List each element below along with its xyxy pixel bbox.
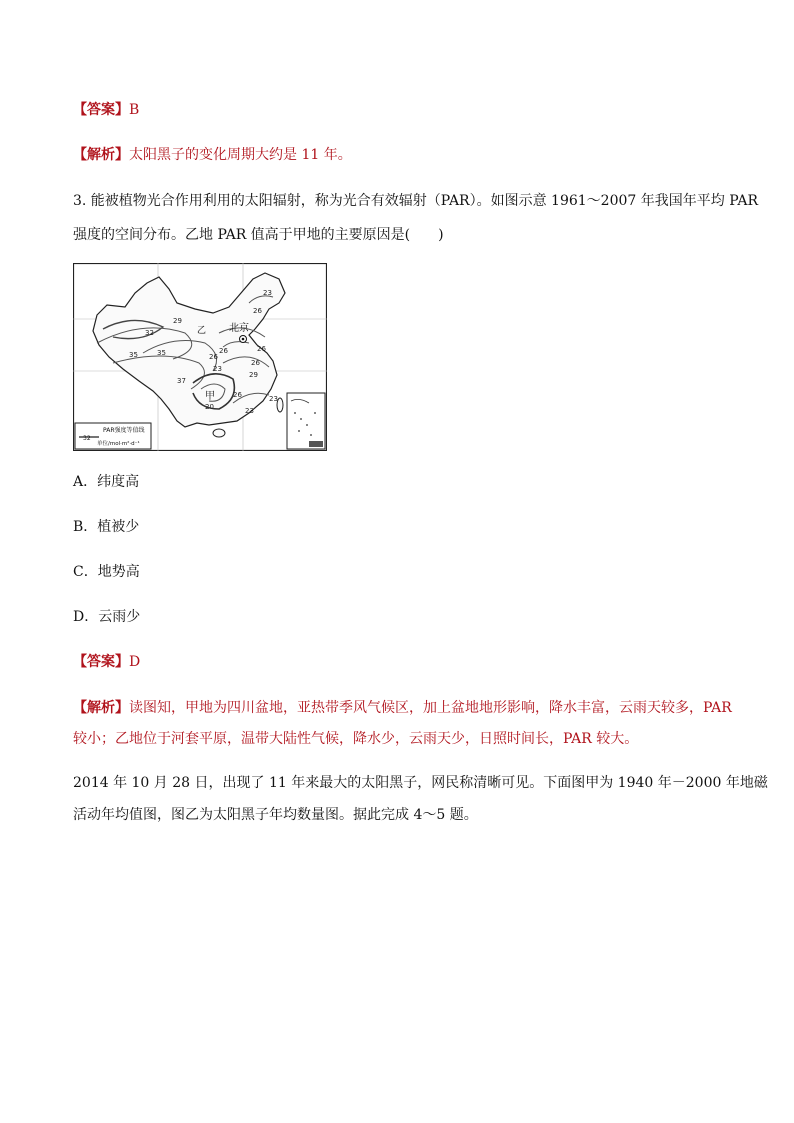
- isoline-label: 26: [253, 307, 262, 315]
- isoline-label: 37: [177, 377, 186, 385]
- option-b[interactable]: [73, 517, 724, 537]
- question-3-line-1: 3. 能被植物光合作用利用的太阳辐射，称为光合有效辐射（PAR）。如图示意 1961～2007 年我国年平均 PAR: [73, 193, 758, 209]
- isoline-label: 29: [173, 317, 182, 325]
- analysis-3-line-1: [73, 698, 732, 718]
- isoline-label: 23: [263, 289, 272, 297]
- map-legend: [75, 423, 151, 449]
- analysis-1: [73, 145, 724, 165]
- option-text: 云雨少: [98, 609, 141, 625]
- answer-value: D: [129, 654, 141, 670]
- legend-value: 32: [83, 435, 91, 442]
- yi-label: 乙: [197, 326, 207, 336]
- answer-value: B: [129, 102, 140, 118]
- answer-3: [73, 652, 724, 672]
- isoline-label: 29: [249, 371, 258, 379]
- legend-unit: 单位/mol·m²·d⁻¹: [97, 441, 140, 447]
- analysis-tag: 【解析】: [73, 147, 129, 163]
- answer-tag: 【答案】: [73, 654, 129, 670]
- par-map-figure: [73, 263, 327, 451]
- isoline-label: 32: [145, 329, 154, 337]
- isoline-label: 26: [233, 391, 242, 399]
- option-text: 地势高: [97, 564, 140, 580]
- option-letter: D．: [73, 609, 99, 625]
- option-letter: A．: [73, 474, 98, 490]
- isoline-label: 23: [269, 395, 278, 403]
- jia-label: 甲: [205, 391, 215, 402]
- isoline-label: 26: [251, 359, 260, 367]
- analysis-text: 较小；乙地位于河套平原，温带大陆性气候，降水少，云雨天少，日照时间长，PAR 较大。: [73, 731, 639, 747]
- analysis-text: 太阳黑子的变化周期大约是 11 年。: [129, 147, 352, 163]
- option-c[interactable]: [73, 562, 724, 582]
- option-a[interactable]: [73, 472, 724, 492]
- option-text: 植被少: [97, 519, 140, 535]
- analysis-text: 读图知，甲地为四川盆地，亚热带季风气候区，加上盆地地形影响，降水丰富，云雨天较多，PAR: [129, 700, 732, 716]
- intro-4-5-line-1: 2014 年 10 月 28 日，出现了 11 年来最大的太阳黑子，网民称清晰可见。下面图甲为 1940 年－2000 年地磁: [73, 775, 768, 791]
- isoline-label: 35: [157, 349, 166, 357]
- answer-tag: 【答案】: [73, 102, 129, 118]
- option-letter: B．: [73, 519, 98, 535]
- option-d[interactable]: [73, 607, 724, 627]
- isoline-label: 26: [257, 345, 266, 353]
- legend-title: PAR强度等值线: [103, 427, 145, 434]
- south-china-sea-inset: [287, 393, 325, 449]
- isoline-label: 35: [129, 351, 138, 359]
- isoline-label: 23: [245, 407, 254, 415]
- option-letter: C．: [73, 564, 98, 580]
- option-text: 纬度高: [97, 474, 140, 490]
- analysis-3-line-2: [73, 729, 724, 749]
- analysis-tag: 【解析】: [73, 700, 129, 716]
- intro-4-5-line-2: 活动年均值图，图乙为太阳黑子年均数量图。据此完成 4～5 题。: [73, 807, 478, 823]
- isoline-label: 26: [209, 353, 218, 361]
- isoline-label: 20: [205, 403, 214, 411]
- isoline-label: 23: [213, 365, 222, 373]
- isoline-label: 26: [219, 347, 228, 355]
- question-3-line-2: 强度的空间分布。乙地 PAR 值高于甲地的主要原因是( ): [73, 227, 444, 243]
- answer-1: [73, 100, 724, 120]
- beijing-label: 北京: [229, 323, 249, 334]
